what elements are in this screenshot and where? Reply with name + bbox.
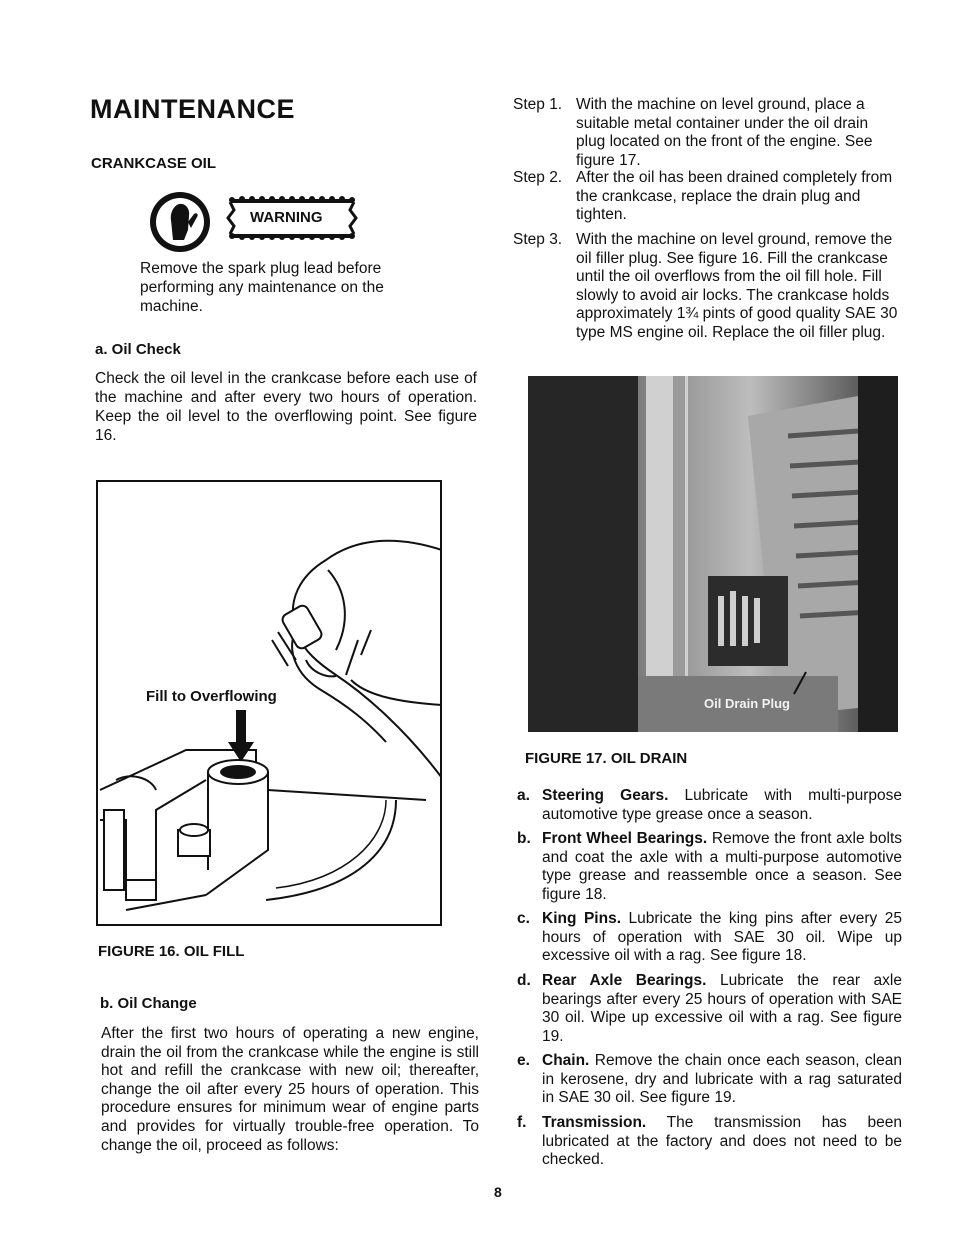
step-2	[513, 169, 898, 229]
lubrication-item	[517, 910, 902, 970]
item-text: Lubricate the rear axle bearings after every 25 hours of operation with SAE 30 oil. Wipe up excessive oil with a rag. See figure 19.	[542, 972, 902, 1045]
item-title: Front Wheel Bearings.	[542, 830, 708, 847]
step-1	[513, 96, 898, 171]
oil-change-heading: b. Oil Change	[100, 995, 197, 1012]
lubrication-item	[517, 972, 902, 1050]
item-letter: e.	[517, 1052, 530, 1069]
figure-16-caption: FIGURE 16. OIL FILL	[98, 943, 245, 960]
figure-17-photo	[528, 376, 898, 732]
item-letter: b.	[517, 830, 531, 847]
item-title: Chain.	[542, 1052, 590, 1069]
warning-label: WARNING	[250, 209, 323, 226]
item-text: Lubricate with multi-purpose automotive type grease once a season.	[542, 787, 903, 823]
step-text: After the oil has been drained completely from the crankcase, replace the drain plug and tighten.	[576, 169, 893, 223]
warning-block	[146, 190, 362, 254]
item-letter: f.	[517, 1114, 527, 1131]
step-text: With the machine on level ground, remove the oil filler plug. See figure 16. Fill the crankcase until the oil overflows from the oil fill hole. Fill slowly to avoid air locks. The crankcase holds approximately 1¾ pints of good quality SAE 30 type MS engine oil. Replace the oil filler plug.	[576, 231, 898, 341]
item-title: Steering Gears.	[542, 787, 669, 804]
item-text: Lubricate the king pins after every 25 hours of operation with SAE 30 oil. Wipe up excessive oil with a rag. See figure 18.	[542, 910, 902, 965]
item-text: The transmission has been lubricated at the factory and does not need to be checked.	[542, 1114, 902, 1169]
figure-16-callout: Fill to Overflowing	[146, 688, 277, 705]
step-3	[513, 231, 898, 366]
lubrication-item	[517, 1052, 902, 1112]
oil-check-heading: a. Oil Check	[95, 341, 181, 358]
item-title: King Pins.	[542, 910, 621, 927]
lubrication-item	[517, 787, 902, 827]
item-letter: d.	[517, 972, 531, 989]
warning-text: Remove the spark plug lead before performing any maintenance on the machine.	[140, 260, 384, 315]
page-title: MAINTENANCE	[90, 94, 295, 124]
step-label: Step 1.	[513, 96, 563, 113]
oil-check-text: Check the oil level in the crankcase before each use of the machine and after every two hours of operation. Keep the oil level to the overflowing point. See figure 16.	[95, 370, 477, 444]
section-title: CRANKCASE OIL	[91, 155, 217, 172]
figure-17-callout: Oil Drain Plug	[704, 696, 790, 711]
item-text: Remove the chain once each season, clean in kerosene, dry and lubricate with a rag saturated in SAE 30 oil. See figure 19.	[542, 1052, 902, 1107]
step-label: Step 3.	[513, 231, 563, 248]
step-label: Step 2.	[513, 169, 563, 186]
item-letter: a.	[517, 787, 530, 804]
step-text: With the machine on level ground, place a suitable metal container under the oil drain plug located on the front of the engine. See figure 17.	[576, 96, 873, 169]
page-number: 8	[494, 1184, 502, 1200]
item-letter: c.	[517, 910, 530, 927]
item-text: Remove the front axle bolts and coat the axle with a multi-purpose automotive type grease and reassemble once a season. See figure 18.	[542, 830, 902, 903]
figure-17-caption: FIGURE 17. OIL DRAIN	[525, 750, 688, 767]
lubrication-item	[517, 1114, 902, 1174]
lubrication-item	[517, 830, 902, 908]
figure-16-illustration	[96, 480, 442, 926]
oil-change-text: After the first two hours of operating a new engine, drain the oil from the crankcase while the engine is still hot and refill the crankcase with new oil; thereafter, change the oil after every 25 hours of operation. This procedure ensures for minimum wear of engine parts and provides for virtually trouble-free operation. To change the oil, proceed as follows:	[101, 1025, 479, 1154]
item-title: Rear Axle Bearings.	[542, 972, 707, 989]
item-title: Transmission.	[542, 1114, 647, 1131]
